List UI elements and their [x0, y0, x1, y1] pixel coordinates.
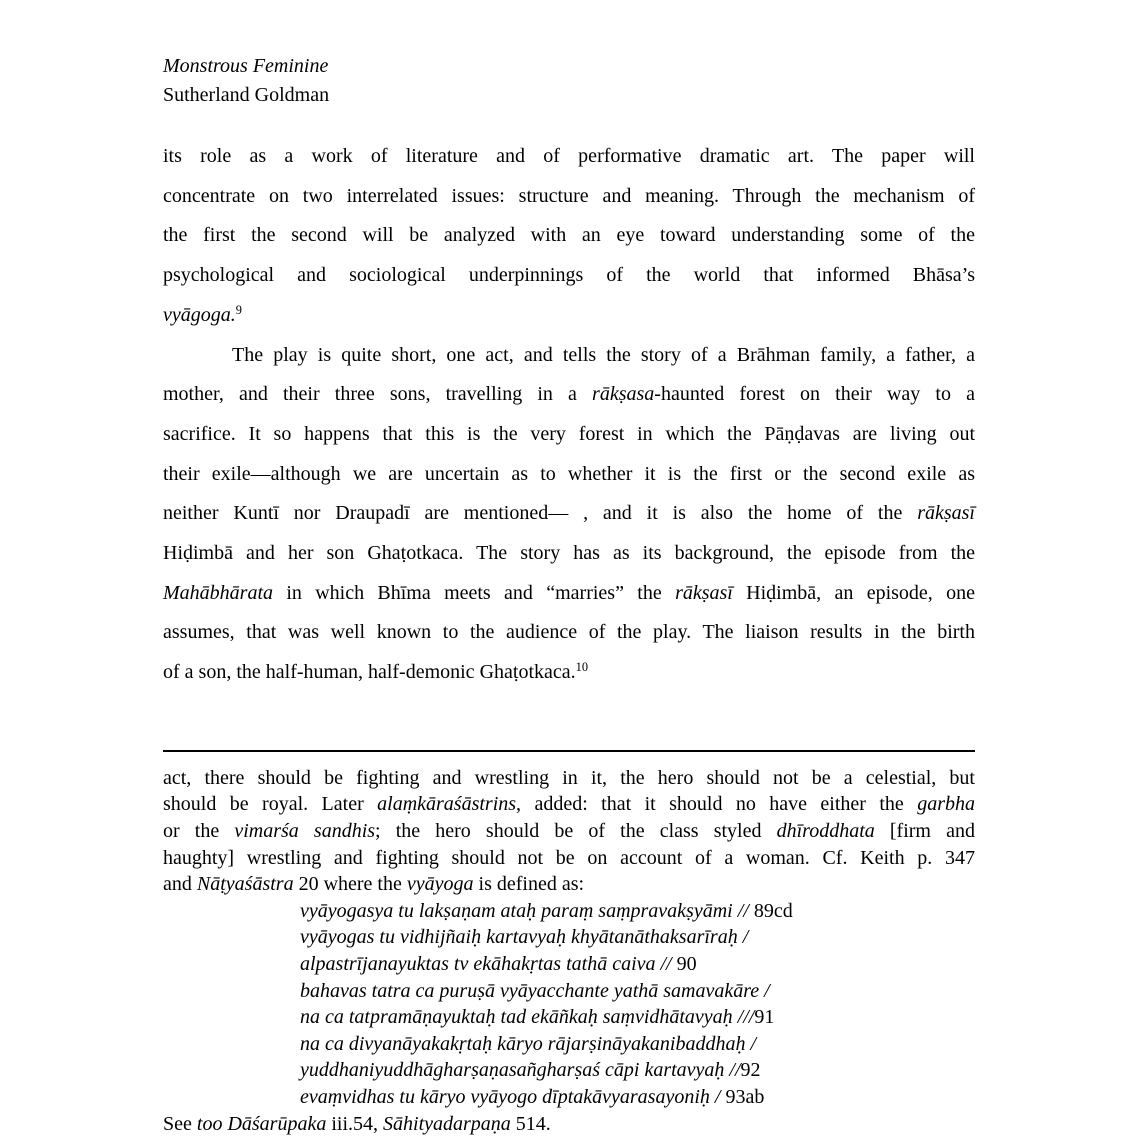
text-run: 91 — [754, 1006, 775, 1029]
text-run: 90 — [676, 953, 697, 975]
text-run: alpastrījanayuktas tv ekāhakṛtas tathā caiva // — [300, 953, 677, 975]
text-line — [163, 924, 975, 951]
text-run: their exile—although we are uncertain as to whether it is the first or the second exile as — [163, 462, 975, 485]
text-run: Sāhityadarpaṇa — [383, 1112, 511, 1135]
header-author: Sutherland Goldman — [163, 84, 330, 106]
text-line — [163, 534, 975, 574]
text-line — [163, 336, 975, 376]
text-run: ; the hero should be of the class styled — [375, 820, 777, 843]
text-run: act, there should be fighting and wrestling in it, the hero should not be a celestial, but — [163, 766, 975, 789]
footnote — [163, 765, 975, 1137]
text-line — [163, 653, 975, 693]
text-run: Mahābhārata — [163, 581, 273, 604]
text-line — [163, 415, 975, 455]
text-line — [163, 871, 975, 898]
text-line — [163, 256, 975, 296]
text-line — [163, 375, 975, 415]
text-run: is defined as: — [473, 873, 585, 896]
text-run: should be royal. Later — [163, 793, 378, 816]
text-line — [163, 978, 975, 1005]
text-run: The play is quite short, one act, and tells the story of a Brāhman family, a father, a — [232, 343, 975, 366]
text-run: na ca divyanāyakakṛtaḥ kāryo rājarṣināyakanibaddhaḥ / — [300, 1032, 757, 1055]
text-run: yuddhaniyuddhāgharṣaṇasañgharṣaś cāpi kartavyaḥ // — [300, 1059, 741, 1082]
text-run: the first the second will be analyzed with an eye toward understanding some of the — [163, 224, 975, 247]
text-run: of a son, the half-human, half-demonic Ghaṭotkaca. — [163, 661, 576, 684]
text-line — [163, 765, 975, 792]
text-run: dhīroddhata — [776, 820, 875, 843]
text-run: Nāṭyaśāstra — [196, 873, 294, 896]
text-line — [163, 1111, 975, 1138]
text-run: rākṣasa — [592, 383, 655, 406]
text-line — [163, 494, 975, 534]
text-line — [163, 898, 975, 925]
text-run: vyāyogas tu vidhijñaiḥ kartavyaḥ khyātanāthaksarīraḥ / — [300, 926, 749, 949]
text-run: and — [163, 873, 197, 896]
text-line — [163, 137, 975, 177]
text-run: sacrifice. It so happens that this is the very forest in which the Pāṇḍavas are living out — [163, 422, 975, 445]
text-run: bahavas tatra ca puruṣā vyāyacchante yathā samavakāre / — [300, 979, 770, 1002]
paragraph-1 — [163, 137, 975, 336]
body-text — [163, 137, 975, 693]
text-run: garbha — [917, 793, 976, 816]
footnote-text — [163, 765, 975, 1137]
header-title: Monstrous Feminine — [163, 55, 329, 77]
text-run: in which Bhīma meets and “marries” the — [273, 581, 676, 604]
text-run: 20 where the — [293, 873, 407, 896]
text-line — [163, 216, 975, 256]
text-run: 92 — [740, 1059, 761, 1082]
text-line — [163, 177, 975, 217]
text-run: mother, and their three sons, travelling in a — [163, 383, 593, 406]
text-run: neither Kuntī nor Draupadī are mentioned— , and it is also the home of the — [163, 502, 918, 525]
text-run: , added: that it should no have either the — [516, 793, 918, 816]
text-run: psychological and sociological underpinnings of the world that informed Bhāsa’s — [163, 264, 975, 287]
text-line — [163, 951, 975, 978]
paragraph-2 — [163, 336, 975, 693]
text-run: Hiḍimbā and her son Ghaṭotkaca. The story has as its background, the episode from the — [163, 542, 975, 565]
text-run: -haunted forest on their way to a — [654, 383, 975, 406]
text-run: evaṃvidhas tu kāryo vyāyogo dīptakāvyarasayoniḥ / — [300, 1085, 726, 1108]
footnote-separator-rule — [163, 750, 975, 752]
text-run: concentrate on two interrelated issues: structure and meaning. Through the mechanism of — [163, 184, 975, 207]
text-line — [163, 1084, 975, 1111]
text-line — [163, 818, 975, 845]
text-line — [163, 455, 975, 495]
text-line — [163, 791, 975, 818]
text-run: Hiḍimbā, an episode, one — [732, 581, 975, 604]
text-line — [163, 296, 975, 336]
text-run: [firm and — [874, 820, 975, 843]
text-line — [163, 1004, 975, 1031]
text-run: or the — [163, 820, 235, 843]
text-run: 89cd — [753, 899, 793, 922]
text-run: vyāyoga — [406, 873, 474, 896]
text-run: iii.54, — [326, 1112, 384, 1135]
text-line — [163, 574, 975, 614]
text-run: See — [163, 1112, 197, 1135]
text-line — [163, 845, 975, 872]
text-run: assumes, that was well known to the audience of the play. The liaison results in the birth — [163, 621, 975, 644]
text-run: vyāyogasya tu lakṣaṇam ataḥ paraṃ saṃpravakṣyāmi // — [300, 899, 754, 922]
text-run: na ca tatpramāṇayuktaḥ tad ekāñkaḥ saṃvidhātavyaḥ /// — [300, 1006, 755, 1029]
text-run: its role as a work of literature and of performative dramatic art. The paper will — [163, 145, 975, 167]
text-run: vimarśa sandhis — [234, 820, 376, 843]
text-run: haughty] wrestling and fighting should not be on account of a woman. Cf. Keith p. 347 — [163, 846, 975, 869]
text-line — [163, 1057, 975, 1084]
footnote-reference: 9 — [235, 303, 242, 317]
text-run: 514. — [510, 1112, 551, 1135]
text-run: rākṣasī — [917, 502, 975, 525]
text-run: vyāgoga. — [163, 303, 236, 326]
text-run: rākṣasī — [675, 581, 733, 604]
text-run: alaṃkāraśāstrins — [377, 793, 517, 816]
running-header — [163, 52, 975, 110]
text-run: too Dāśarūpaka — [196, 1112, 327, 1135]
text-line — [163, 1031, 975, 1058]
text-line — [163, 613, 975, 653]
footnote-reference: 10 — [575, 660, 589, 675]
text-run: 93ab — [725, 1085, 765, 1108]
